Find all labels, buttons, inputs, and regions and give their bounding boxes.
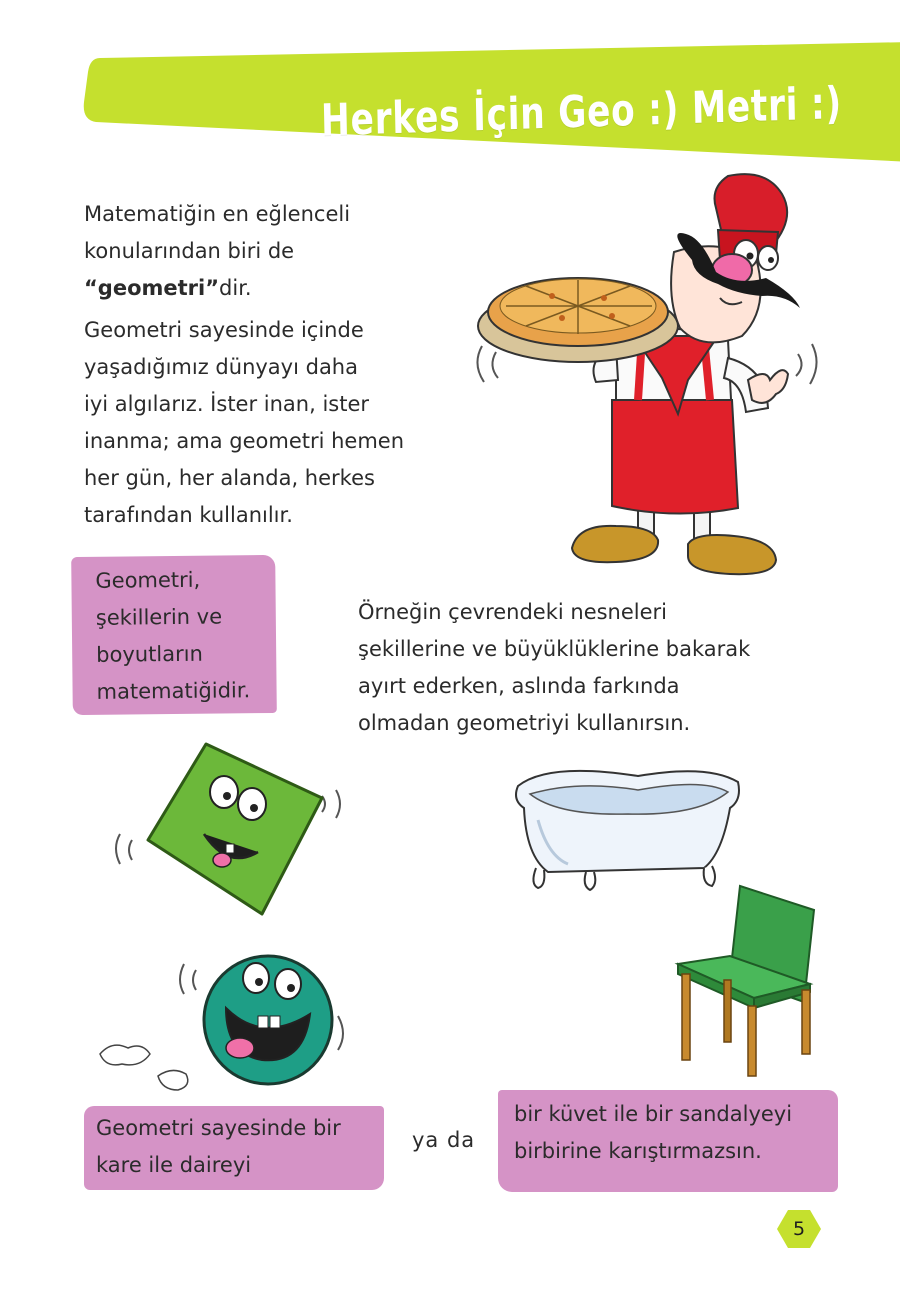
paragraph-line: yaşadığımız dünyayı daha — [84, 355, 358, 379]
title-banner — [82, 40, 900, 165]
paragraph-line: inanma; ama geometri hemen — [84, 429, 405, 453]
example-line: Örneğin çevrendeki nesneleri — [358, 600, 668, 624]
example-line: olmadan geometriyi kullanırsın. — [358, 711, 691, 735]
bottom-right-line: bir küvet ile bir sandalyeyi — [514, 1102, 793, 1126]
bottom-left-line: kare ile daireyi — [96, 1153, 252, 1177]
paragraph-line: iyi algılarız. İster inan, ister — [84, 392, 370, 416]
bottom-left-line: Geometri sayesinde bir — [96, 1116, 341, 1140]
definition-line: boyutların — [96, 641, 203, 667]
smiling-green-square-icon — [108, 740, 358, 930]
paragraph-line: Geometri sayesinde içinde — [84, 318, 364, 342]
intro-suffix: dir. — [219, 276, 252, 300]
intro-line-2: konularından biri de — [84, 239, 295, 263]
description-paragraph — [84, 312, 474, 534]
page-number: 5 — [792, 1218, 806, 1240]
intro-text — [84, 196, 464, 307]
example-paragraph — [358, 594, 858, 742]
page-number-badge — [776, 1208, 822, 1250]
definition-line: matematiğidir. — [96, 678, 251, 704]
smiling-green-circle-icon — [92, 944, 362, 1094]
green-chair-icon — [668, 880, 828, 1080]
paragraph-line: tarafından kullanılır. — [84, 503, 293, 527]
definition-box — [71, 555, 277, 715]
chef-with-pizza-icon — [466, 168, 826, 588]
page-title: Herkes İçin Geo :) Metri :) — [320, 78, 843, 147]
geometry-highlight: “geometri” — [84, 276, 220, 300]
paragraph-line: her gün, her alanda, herkes — [84, 466, 375, 490]
definition-line: şekillerin ve — [95, 604, 223, 630]
example-line: ayırt ederken, aslında farkında — [358, 674, 680, 698]
intro-line-3 — [84, 270, 464, 307]
definition-line: Geometri, — [95, 567, 201, 593]
intro-line-1: Matematiğin en eğlenceli — [84, 202, 351, 226]
bathtub-icon — [508, 760, 748, 900]
square-circle-box — [84, 1106, 384, 1190]
example-line: şekillerine ve büyüklüklerine bakarak — [358, 637, 751, 661]
connector-text: ya da — [412, 1128, 476, 1152]
bathtub-chair-box — [498, 1090, 838, 1192]
bottom-right-line: birbirine karıştırmazsın. — [514, 1139, 762, 1163]
